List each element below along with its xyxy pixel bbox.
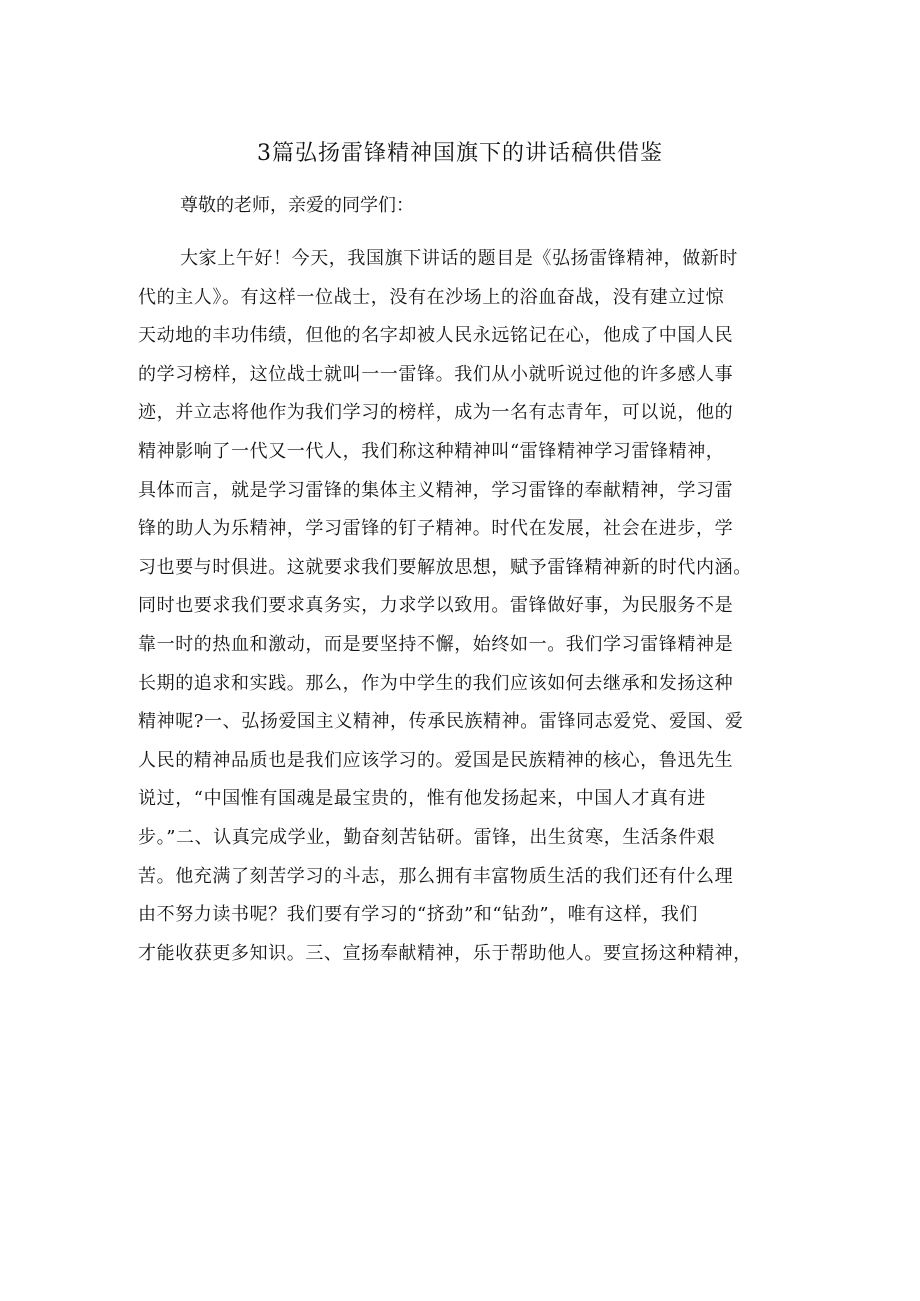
text-line: 说过，“中国惟有国魂是最宝贵的，惟有他发扬起来，中国人才真有进 — [138, 788, 706, 810]
text-line: 代的主人》。有这样一位战士，没有在沙场上的浴血奋战，没有建立过惊 — [138, 286, 725, 308]
text-line: 天动地的丰功伟绩，但他的名字却被人民永远铭记在心，他成了中国人民 — [138, 325, 734, 347]
text-line: 具体而言，就是学习雷锋的集体主义精神，学习雷锋的奉献精神，学习雷 — [138, 479, 734, 501]
text-line: 锋的助人为乐精神，学习雷锋的钉子精神。时代在发展，社会在进步，学 — [138, 518, 734, 540]
salutation: 尊敬的老师，亲爱的同学们： — [180, 195, 414, 216]
text-line: 精神影响了一代又一代人，我们称这种精神叫“雷锋精神学习雷锋精神， — [138, 440, 725, 462]
text-line: 才能收获更多知识。三、宣扬奉献精神，乐于帮助他人。要宣扬这种精神， — [138, 942, 752, 964]
text-line: 由不努力读书呢？我们要有学习的“挤劲”和“钻劲”，唯有这样，我们 — [138, 904, 699, 926]
text-line: 同时也要求我们要求真务实，力求学以致用。雷锋做好事，为民服务不是 — [138, 595, 734, 617]
body-text — [138, 240, 798, 973]
text-line: 人民的精神品质也是我们应该学习的。爱国是民族精神的核心，鲁迅先生 — [138, 749, 734, 771]
text-line: 迹，并立志将他作为我们学习的榜样，成为一名有志青年，可以说，他的 — [138, 402, 734, 424]
text-line: 长期的追求和实践。那么，作为中学生的我们应该如何去继承和发扬这种 — [138, 672, 734, 694]
document-title: 3篇弘扬雷锋精神国旗下的讲话稿供借鉴 — [257, 141, 663, 166]
text-line: 习也要与时俱进。这就要求我们要解放思想，赋予雷锋精神新的时代内涵。 — [138, 556, 752, 578]
text-line: 步。”二、认真完成学业，勤奋刻苦钻研。雷锋，出生贫寒，生活条件艰 — [138, 826, 716, 848]
text-line: 靠一时的热血和激动，而是要坚持不懈，始终如一。我们学习雷锋精神是 — [138, 633, 734, 655]
text-line: 精神呢?一、弘扬爱国主义精神，传承民族精神。雷锋同志爱党、爱国、爱 — [138, 711, 744, 733]
text-line: 的学习榜样，这位战士就叫一一雷锋。我们从小就听说过他的许多感人事 — [138, 363, 734, 385]
text-line: 大家上午好！今天，我国旗下讲话的题目是《弘扬雷锋精神，做新时 — [180, 248, 738, 269]
text-line: 苦。他充满了刻苦学习的斗志，那么拥有丰富物质生活的我们还有什么理 — [138, 865, 734, 887]
